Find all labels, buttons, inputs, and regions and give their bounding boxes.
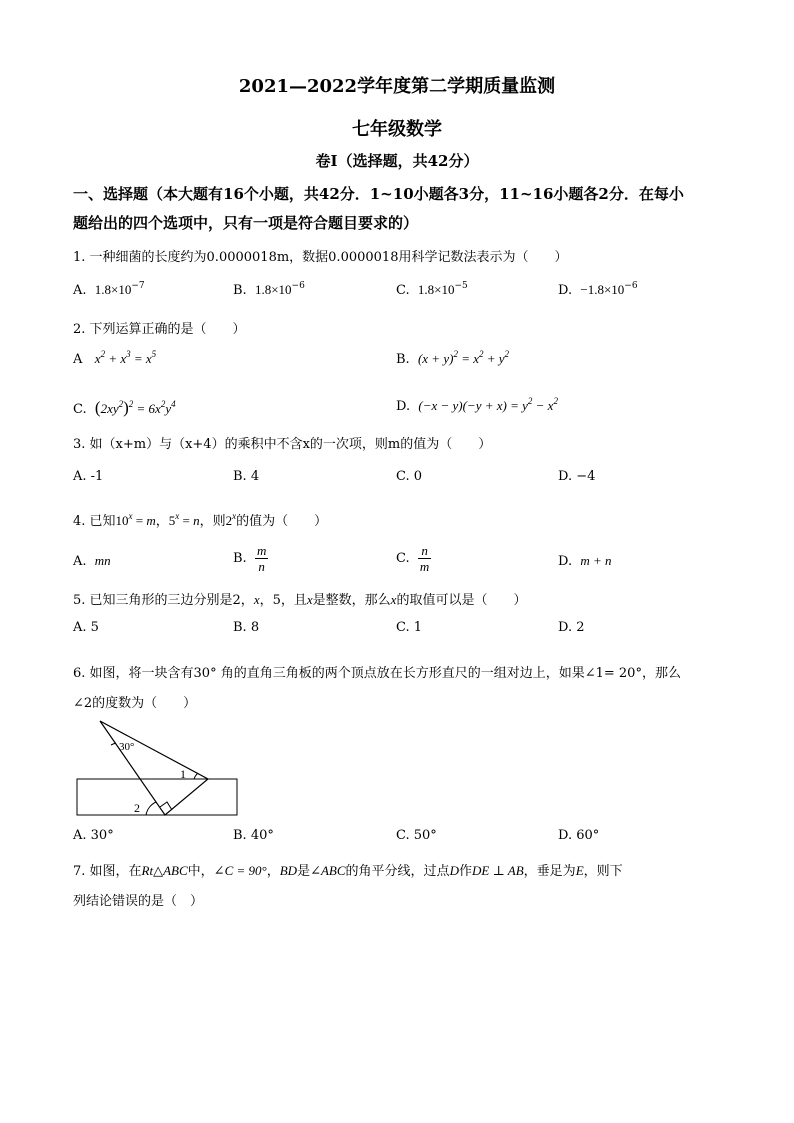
question-5-stem [73, 589, 526, 608]
question-2-option-d[interactable] [396, 398, 558, 414]
angle-1-label: 1 [180, 767, 186, 781]
option-fraction [255, 543, 268, 574]
question-4-option-a[interactable] [73, 553, 111, 569]
fraction-denominator: n [258, 559, 265, 574]
option-formula: $(2xy^2)^2 = 6x^2y^4$ [94, 398, 176, 417]
option-value: m + n [580, 553, 612, 568]
option-value: −1.8×10 [580, 282, 625, 297]
question-1-stem: 1. 一种细菌的长度约为0.0000018m，数据0.0000018用科学记数法表示为（ ） [73, 250, 568, 265]
stem-variable: x [390, 592, 397, 607]
option-label: A. [73, 554, 87, 569]
option-label: D. [396, 399, 411, 414]
question-1-option-c[interactable] [396, 282, 468, 298]
question-6-option-c[interactable]: C. 50° [396, 828, 437, 843]
fraction-numerator: m [256, 543, 267, 558]
stem-text: 的取值可以是（ ） [396, 593, 527, 608]
option-fraction [418, 543, 431, 574]
ruler-rectangle [77, 779, 237, 815]
question-3-option-d[interactable]: D. −4 [558, 469, 596, 484]
stem-formula: E [575, 863, 584, 878]
stem-text: 的角平分线，过点 [345, 864, 450, 879]
question-3-option-c[interactable]: C. 0 [396, 469, 423, 484]
option-value: mn [94, 553, 111, 568]
stem-text: ， [266, 864, 280, 879]
question-2-option-a[interactable] [73, 351, 156, 367]
option-exponent: −6 [624, 281, 638, 291]
stem-text: 7. 如图，在 [73, 864, 142, 879]
angle-30-label: 30° [119, 741, 135, 753]
question-2-option-c[interactable] [73, 398, 176, 418]
question-4-stem [73, 510, 327, 529]
question-5-option-a[interactable]: A. 5 [73, 620, 99, 635]
question-3-option-a[interactable]: A. -1 [73, 469, 104, 484]
stem-formula: DE ⊥ AB [471, 863, 524, 878]
question-7-stem-line1 [73, 860, 623, 879]
question-6-option-d[interactable]: D. 60° [558, 828, 600, 843]
option-label: B. [233, 551, 247, 566]
question-1-option-d[interactable] [558, 282, 638, 298]
option-value: 1.8×10 [254, 282, 292, 297]
stem-text: 5. 已知三角形的三边分别是2， [73, 593, 254, 608]
question-4-option-b[interactable] [233, 543, 268, 574]
question-4-option-d[interactable] [558, 553, 612, 569]
question-4-option-c[interactable] [396, 543, 431, 574]
option-label: B. [233, 283, 247, 298]
option-label: C. [396, 283, 410, 298]
stem-variable: x [253, 592, 260, 607]
stem-text: ，垂足为 [523, 864, 576, 879]
option-label: A [73, 352, 83, 367]
question-2-stem: 2. 下列运算正确的是（ ） [73, 322, 246, 337]
option-formula: $(x + y)^2 = x^2 + y^2$ [417, 349, 510, 366]
option-exponent: −6 [291, 281, 305, 291]
angle-2-arc [146, 802, 156, 815]
stem-formula: ∠C = 90° [213, 863, 267, 878]
stem-text: 是整数，那么 [312, 593, 391, 608]
angle-2-label: 2 [134, 801, 140, 815]
question-5-option-d[interactable]: D. 2 [558, 620, 585, 635]
fraction-denominator: m [419, 559, 430, 574]
question-6-option-a[interactable]: A. 30° [73, 828, 114, 843]
stem-formula: BD [279, 863, 298, 878]
option-label: C. [396, 551, 410, 566]
page-title: 2021—2022学年度第二学期质量监测 [238, 76, 556, 97]
stem-text: 4. 已知 [73, 514, 116, 529]
question-6-figure [70, 715, 245, 820]
stem-formula: 2$^x$ [225, 511, 237, 528]
stem-text: 中， [187, 864, 214, 879]
stem-text: ，则 [199, 514, 226, 529]
section-instruction-line1: 一、选择题（本大题有16个小题，共42分．1~10小题各3分，11~16小题各2分．在每小 [73, 185, 684, 203]
right-angle-mark [160, 802, 172, 810]
question-6-stem-line2: ∠2的度数为（ ） [73, 696, 197, 711]
stem-text: 是 [297, 864, 311, 879]
stem-text: ，则下 [583, 864, 623, 879]
stem-text: 的值为（ ） [236, 514, 328, 529]
option-label: B. [396, 352, 410, 367]
stem-formula: $10^x = m$ [115, 511, 156, 528]
stem-text: ，5，且 [259, 593, 307, 608]
question-5-option-b[interactable]: B. 8 [233, 620, 260, 635]
option-label: D. [558, 554, 573, 569]
question-2-option-b[interactable] [396, 351, 509, 367]
angle-1-arc [194, 773, 198, 779]
stem-formula: D [449, 863, 459, 878]
stem-text: ， [155, 514, 169, 529]
question-6-stem-line1: 6. 如图，将一块含有30° 角的直角三角板的两个顶点放在长方形直尺的一组对边上，如果∠1= 20°，那么 [73, 666, 681, 681]
question-5-option-c[interactable]: C. 1 [396, 620, 423, 635]
option-exponent: −7 [131, 281, 145, 291]
fraction-numerator: n [418, 543, 431, 559]
option-formula: $(-x - y)(-y + x) = y^2 - x^2$ [418, 396, 558, 413]
stem-variable: x [306, 592, 313, 607]
option-value: 1.8×10 [417, 282, 455, 297]
question-1-option-a[interactable] [73, 282, 145, 298]
question-6-option-b[interactable]: B. 40° [233, 828, 274, 843]
stem-formula: Rt△ABC [141, 863, 188, 878]
option-formula: $x^2 + x^3 = x^5$ [94, 349, 157, 366]
stem-formula: ∠ABC [310, 863, 346, 878]
option-label: D. [558, 283, 573, 298]
question-1-option-b[interactable] [233, 282, 305, 298]
stem-formula: $5^x = n$ [168, 511, 200, 528]
option-label: A. [73, 283, 87, 298]
option-label: C. [73, 402, 87, 417]
page-subtitle: 七年级数学 [352, 119, 442, 140]
question-3-option-b[interactable]: B. 4 [233, 469, 260, 484]
stem-text: 作 [458, 864, 472, 879]
volume-heading: 卷Ⅰ（选择题，共42分） [315, 152, 479, 170]
question-3-stem: 3. 如（x+m）与（x+4）的乘积中不含x的一次项，则m的值为（ ） [73, 437, 492, 452]
option-value: 1.8×10 [94, 282, 132, 297]
triangle-ruler [100, 721, 208, 815]
option-exponent: −5 [454, 281, 468, 291]
question-7-stem-line2: 列结论错误的是（ ） [73, 894, 204, 909]
section-instruction-line2: 题给出的四个选项中，只有一项是符合题目要求的） [73, 214, 419, 232]
